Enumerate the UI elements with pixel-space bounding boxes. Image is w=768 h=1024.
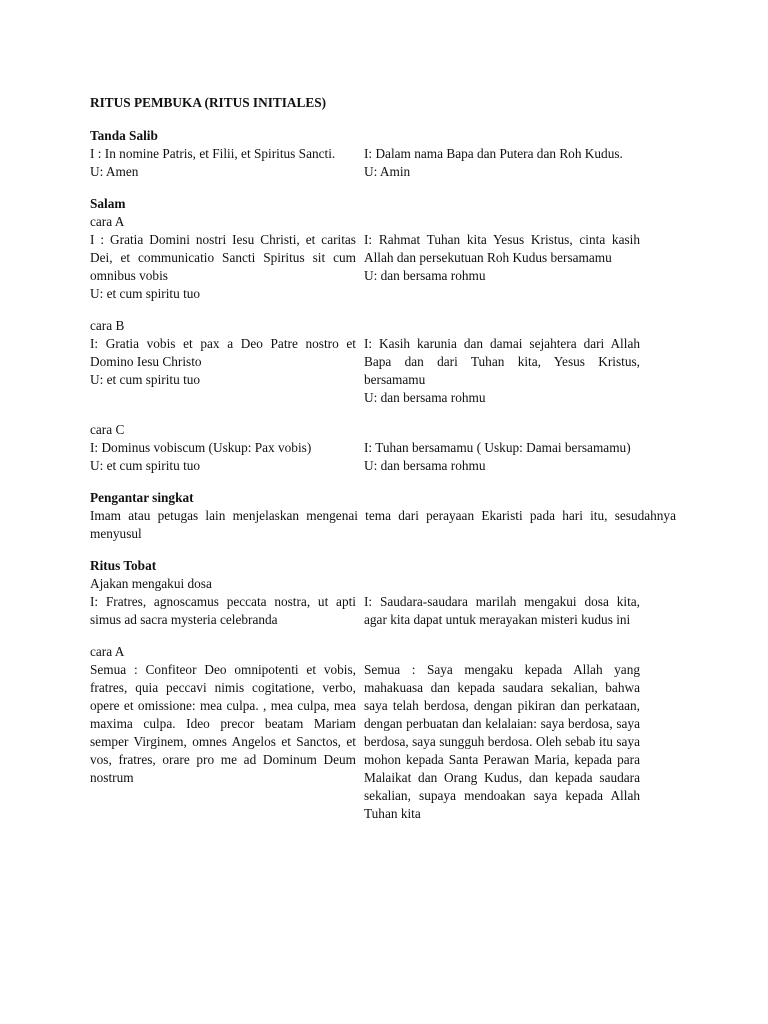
option-label: cara A [90,214,125,229]
option-label: cara C [90,422,125,437]
latin-line: U: et cum spiritu tuo [90,286,201,301]
section-salam [90,195,640,475]
tobat-ajakan [90,575,640,629]
latin-line: I : Gratia Domini nostri Iesu Christi, et caritas Dei, et communicatio Sancti Spiritus sit cum omnibus vobis [90,232,356,283]
section-pengantar [90,489,676,543]
indonesian-line: I: Dalam nama Bapa dan Putera dan Roh Kudus. [364,146,623,161]
indonesian-line: I: Rahmat Tuhan kita Yesus Kristus, cinta kasih Allah dan persekutuan Roh Kudus bersamamu [364,232,640,265]
indonesian-line: U: dan bersama rohmu [364,458,486,473]
indonesian-line: U: dan bersama rohmu [364,390,486,405]
tobat-cara-a [90,643,640,823]
salam-cara-c-row [90,439,640,475]
indonesian-line: U: dan bersama rohmu [364,268,486,283]
latin-line: U: et cum spiritu tuo [90,458,201,473]
tobat-cara-a-row [90,661,640,823]
heading-ritus-tobat: Ritus Tobat [90,558,157,573]
tanda-salib-row [90,145,640,181]
salam-cara-a-latin [90,231,356,303]
option-label: Ajakan mengakui dosa [90,576,212,591]
indonesian-line: U: Amin [364,164,411,179]
section-tanda-salib [90,127,640,181]
indonesian-line: I: Tuhan bersamamu ( Uskup: Damai bersamamu) [364,440,631,455]
heading-tanda-salib: Tanda Salib [90,128,158,143]
heading-salam: Salam [90,196,126,211]
tobat-ajakan-latin: I: Fratres, agnoscamus peccata nostra, ut apti simus ad sacra mysteria celebranda [90,594,356,627]
salam-cara-b-latin [90,335,356,407]
confiteor-latin: Semua : Confiteor Deo omnipotenti et vobis, fratres, quia peccavi nimis cogitatione, verbo, opere et omissione: mea culpa. , mea culpa, mea maxima culpa. Ideo precor beatam Mariam semper Virginem, omnes Angelos et Sanctos, et vos, fratres, orare pro me ad Dominum Deum nostrum [90,662,356,785]
salam-cara-c-latin [90,439,356,475]
indonesian-line: I: Kasih karunia dan damai sejahtera dari Allah Bapa dan dari Tuhan kita, Yesus Kristus, bersamamu [364,336,640,387]
tobat-ajakan-indonesian: I: Saudara-saudara marilah mengakui dosa kita, agar kita dapat untuk merayakan misteri kudus ini [364,594,640,627]
salam-cara-c [90,421,640,475]
option-label: cara A [90,644,125,659]
tanda-salib-indonesian [364,145,640,181]
latin-line: I : In nomine Patris, et Filii, et Spiritus Sancti. [90,146,336,161]
tanda-salib-latin [90,145,356,181]
latin-line: U: et cum spiritu tuo [90,372,201,387]
salam-cara-b [90,317,640,407]
option-label: cara B [90,318,125,333]
document-content [90,94,676,837]
salam-cara-c-indonesian [364,439,640,475]
salam-cara-a [90,213,640,303]
latin-line: I: Dominus vobiscum (Uskup: Pax vobis) [90,440,312,455]
document-title: RITUS PEMBUKA (RITUS INITIALES) [90,95,327,110]
section-ritus-tobat [90,557,640,823]
salam-cara-a-indonesian [364,231,640,303]
latin-line: U: Amen [90,164,139,179]
pengantar-text: Imam atau petugas lain menjelaskan mengenai tema dari perayaan Ekaristi pada hari itu, sesudahnya menyusul [90,508,676,541]
salam-cara-b-indonesian [364,335,640,407]
salam-cara-b-row [90,335,640,407]
heading-pengantar: Pengantar singkat [90,490,194,505]
confiteor-indonesian: Semua : Saya mengaku kepada Allah yang mahakuasa dan kepada saudara sekalian, bahwa saya telah berdosa, dengan pikiran dan perkataan, dengan perbuatan dan kelalaian: saya berdosa, saya berdosa, saya sungguh berdosa. Oleh sebab itu saya mohon kepada Santa Perawan Maria, kepada para Malaikat dan Orang Kudus, dan kepada saudara sekalian, supaya mendoakan saya kepada Allah Tuhan kita [364,662,640,821]
salam-cara-a-row [90,231,640,303]
latin-line: I: Gratia vobis et pax a Deo Patre nostro et Domino Iesu Christo [90,336,356,369]
tobat-ajakan-row [90,593,640,629]
